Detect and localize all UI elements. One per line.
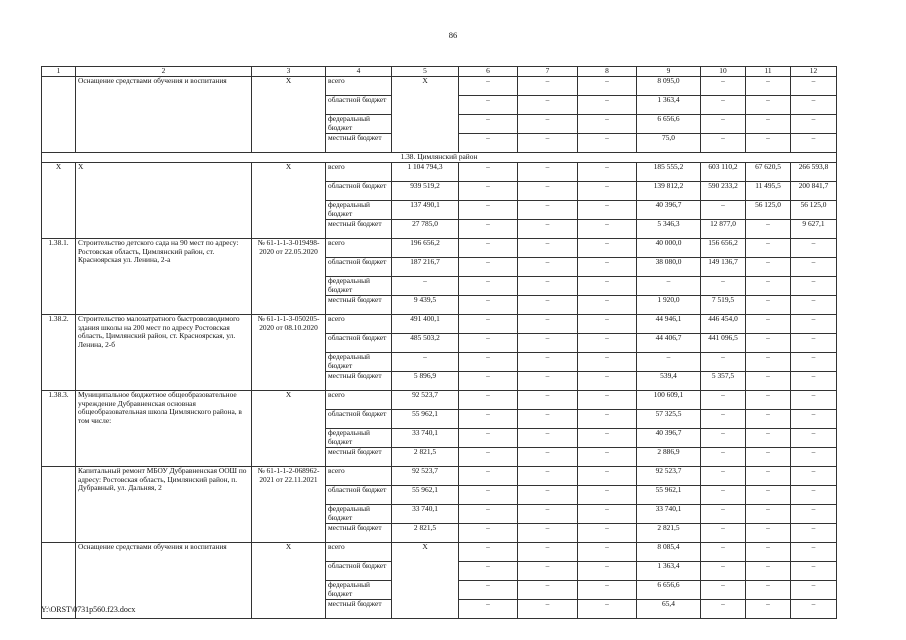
value-cell: 44 946,1 — [637, 315, 701, 334]
value-cell: – — [578, 562, 637, 581]
value-cell: 491 400,1 — [392, 315, 459, 334]
value-cell: – — [459, 448, 518, 467]
value-cell: – — [459, 334, 518, 353]
value-cell: – — [791, 600, 837, 619]
file-path-footer: Y:\ORST\0731p560.f23.docx — [41, 605, 136, 614]
value-cell: 196 656,2 — [392, 239, 459, 258]
value-cell: – — [746, 277, 791, 296]
value-cell: – — [701, 353, 746, 372]
value-cell: – — [518, 543, 578, 562]
value-cell: – — [701, 134, 746, 153]
value-cell: – — [518, 391, 578, 410]
value-cell: 441 096,5 — [701, 334, 746, 353]
funding-source: областной бюджет — [326, 486, 392, 505]
value-cell: 33 740,1 — [637, 505, 701, 524]
value-cell: – — [791, 77, 837, 96]
item-name: Оснащение средствами обучения и воспитания — [76, 77, 252, 153]
value-cell: – — [459, 486, 518, 505]
value-cell: – — [578, 334, 637, 353]
column-header: 8 — [578, 67, 637, 77]
value-cell: – — [459, 182, 518, 201]
value-cell: – — [701, 448, 746, 467]
value-cell: – — [791, 562, 837, 581]
funding-source: местный бюджет — [326, 600, 392, 619]
value-cell: 446 454,0 — [701, 315, 746, 334]
value-cell: 6 656,6 — [637, 115, 701, 134]
value-cell: 139 812,2 — [637, 182, 701, 201]
value-cell: – — [459, 220, 518, 239]
value-cell: – — [746, 448, 791, 467]
value-cell: 33 740,1 — [392, 429, 459, 448]
value-cell: 92 523,7 — [392, 467, 459, 486]
value-cell: – — [791, 134, 837, 153]
item-number — [42, 77, 76, 153]
value-cell: – — [578, 277, 637, 296]
item-document: № 61-1-1-2-068962-2021 от 22.11.2021 — [252, 467, 326, 543]
value-cell: – — [746, 562, 791, 581]
funding-source: областной бюджет — [326, 258, 392, 277]
value-cell: – — [392, 353, 459, 372]
value-cell: – — [746, 600, 791, 619]
value-cell: 2 886,9 — [637, 448, 701, 467]
funding-source: областной бюджет — [326, 410, 392, 429]
value-cell: 1 363,4 — [637, 96, 701, 115]
funding-source: федеральный бюджет — [326, 115, 392, 134]
value-cell: – — [578, 524, 637, 543]
value-cell: 56 125,0 — [791, 201, 837, 220]
item-name: Строительство малозатратного быстровозводимого здания школы на 200 мест по адресу Ростовская область, Цимлянский район, ст. Красноярская, ул. Ленина, 2-б — [76, 315, 252, 391]
value-cell: – — [578, 239, 637, 258]
funding-source: местный бюджет — [326, 372, 392, 391]
value-cell: – — [578, 505, 637, 524]
value-cell: – — [746, 353, 791, 372]
value-cell: 8 095,0 — [637, 77, 701, 96]
funding-source: федеральный бюджет — [326, 201, 392, 220]
value-cell: – — [518, 448, 578, 467]
value-cell: – — [578, 220, 637, 239]
value-cell: – — [637, 353, 701, 372]
value-cell: – — [746, 467, 791, 486]
value-cell: 7 519,5 — [701, 296, 746, 315]
value-cell: – — [518, 239, 578, 258]
value-cell: 1 920,0 — [637, 296, 701, 315]
value-cell: – — [746, 239, 791, 258]
column-header: 9 — [637, 67, 701, 77]
value-cell: – — [518, 467, 578, 486]
value-cell: – — [578, 296, 637, 315]
value-cell: – — [518, 258, 578, 277]
column-header: 7 — [518, 67, 578, 77]
value-cell: 11 495,5 — [746, 182, 791, 201]
value-cell: – — [459, 600, 518, 619]
value-cell: – — [518, 77, 578, 96]
value-cell: – — [578, 353, 637, 372]
value-cell: 44 406,7 — [637, 334, 701, 353]
table-row — [42, 543, 837, 562]
value-cell: – — [791, 505, 837, 524]
value-cell: – — [459, 505, 518, 524]
value-cell: – — [459, 96, 518, 115]
value-cell: – — [518, 600, 578, 619]
item-name: Оснащение средствами обучения и воспитания — [76, 543, 252, 619]
value-cell: – — [746, 77, 791, 96]
table-row — [42, 163, 837, 182]
value-cell: – — [578, 486, 637, 505]
value-cell: – — [578, 410, 637, 429]
funding-source: всего — [326, 163, 392, 182]
value-cell: 100 609,1 — [637, 391, 701, 410]
funding-source: федеральный бюджет — [326, 277, 392, 296]
value-cell: – — [701, 505, 746, 524]
value-cell: – — [791, 258, 837, 277]
value-cell: – — [746, 372, 791, 391]
value-cell: – — [746, 296, 791, 315]
value-cell: – — [701, 543, 746, 562]
item-number — [42, 467, 76, 543]
column-header: 5 — [392, 67, 459, 77]
value-cell: – — [459, 115, 518, 134]
value-cell: – — [578, 429, 637, 448]
value-cell: – — [578, 163, 637, 182]
item-document: Х — [252, 391, 326, 467]
value-cell: – — [518, 277, 578, 296]
funding-source: всего — [326, 391, 392, 410]
column-header: 3 — [252, 67, 326, 77]
value-cell: – — [746, 391, 791, 410]
value-cell: – — [791, 334, 837, 353]
value-cell: – — [791, 296, 837, 315]
value-cell: – — [701, 486, 746, 505]
value-cell: – — [578, 258, 637, 277]
value-cell: – — [578, 201, 637, 220]
item-number: 1.38.2. — [42, 315, 76, 391]
value-cell: 12 877,0 — [701, 220, 746, 239]
value-cell: – — [459, 201, 518, 220]
value-cell: – — [701, 562, 746, 581]
value-cell: – — [459, 277, 518, 296]
funding-source: местный бюджет — [326, 524, 392, 543]
table-row — [42, 315, 837, 334]
item-document: Х — [252, 543, 326, 619]
value-cell: – — [459, 353, 518, 372]
value-cell: 40 396,7 — [637, 201, 701, 220]
value-cell: – — [791, 410, 837, 429]
value-cell: – — [459, 410, 518, 429]
item-name: Капитальный ремонт МБОУ Дубравненская ООШ по адресу: Ростовская область, Цимлянский район, п. Дубравный, ул. Дальняя, 2 — [76, 467, 252, 543]
total-value: Х — [392, 543, 459, 619]
value-cell: – — [459, 163, 518, 182]
value-cell: – — [459, 391, 518, 410]
value-cell: 1 104 794,3 — [392, 163, 459, 182]
funding-source: местный бюджет — [326, 134, 392, 153]
value-cell: – — [459, 581, 518, 600]
value-cell: – — [459, 524, 518, 543]
funding-source: областной бюджет — [326, 182, 392, 201]
value-cell: – — [701, 429, 746, 448]
value-cell: 603 110,2 — [701, 163, 746, 182]
value-cell: – — [518, 429, 578, 448]
table-row — [42, 77, 837, 96]
value-cell: 40 396,7 — [637, 429, 701, 448]
funding-source: местный бюджет — [326, 220, 392, 239]
value-cell: 485 503,2 — [392, 334, 459, 353]
value-cell: – — [746, 134, 791, 153]
column-header: 2 — [76, 67, 252, 77]
funding-source: федеральный бюджет — [326, 429, 392, 448]
value-cell: – — [518, 220, 578, 239]
column-header: 10 — [701, 67, 746, 77]
item-document: Х — [252, 77, 326, 153]
value-cell: 55 962,1 — [392, 486, 459, 505]
value-cell: – — [578, 315, 637, 334]
value-cell: – — [578, 448, 637, 467]
value-cell: – — [518, 353, 578, 372]
value-cell: – — [701, 410, 746, 429]
item-number: 1.38.3. — [42, 391, 76, 467]
section-row — [42, 153, 837, 163]
value-cell: – — [518, 581, 578, 600]
header-row — [42, 67, 837, 77]
value-cell: – — [578, 543, 637, 562]
table-row — [42, 391, 837, 410]
item-name: Муниципальное бюджетное общеобразовательное учреждение Дубравненская основная общеобразовательная школа Цимлянского района, в том числе: — [76, 391, 252, 467]
value-cell: – — [746, 524, 791, 543]
value-cell: – — [459, 543, 518, 562]
item-name: Х — [76, 163, 252, 239]
value-cell: – — [518, 201, 578, 220]
value-cell: – — [392, 277, 459, 296]
value-cell: – — [701, 77, 746, 96]
value-cell: – — [791, 543, 837, 562]
value-cell: – — [746, 115, 791, 134]
value-cell: – — [578, 96, 637, 115]
value-cell: 27 785,0 — [392, 220, 459, 239]
value-cell: 539,4 — [637, 372, 701, 391]
value-cell: – — [518, 410, 578, 429]
page-number: 86 — [448, 30, 458, 40]
funding-source: областной бюджет — [326, 562, 392, 581]
table-row — [42, 467, 837, 486]
value-cell: – — [791, 372, 837, 391]
column-header: 6 — [459, 67, 518, 77]
value-cell: – — [746, 96, 791, 115]
value-cell: – — [746, 410, 791, 429]
value-cell: 266 593,8 — [791, 163, 837, 182]
value-cell: 5 357,5 — [701, 372, 746, 391]
item-number: 1.38.1. — [42, 239, 76, 315]
value-cell: 57 325,5 — [637, 410, 701, 429]
value-cell: – — [578, 115, 637, 134]
total-value: Х — [392, 77, 459, 153]
value-cell: 55 962,1 — [637, 486, 701, 505]
value-cell: – — [791, 524, 837, 543]
value-cell: – — [791, 115, 837, 134]
value-cell: – — [518, 134, 578, 153]
funding-source: местный бюджет — [326, 448, 392, 467]
value-cell: – — [459, 562, 518, 581]
value-cell: – — [459, 467, 518, 486]
value-cell: 6 656,6 — [637, 581, 701, 600]
value-cell: – — [746, 543, 791, 562]
value-cell: – — [459, 372, 518, 391]
value-cell: – — [746, 486, 791, 505]
item-number: Х — [42, 163, 76, 239]
value-cell: – — [701, 581, 746, 600]
value-cell: – — [518, 486, 578, 505]
value-cell: 55 962,1 — [392, 410, 459, 429]
funding-source: федеральный бюджет — [326, 353, 392, 372]
value-cell: – — [701, 277, 746, 296]
value-cell: – — [791, 277, 837, 296]
value-cell: 40 000,0 — [637, 239, 701, 258]
value-cell: – — [459, 296, 518, 315]
value-cell: 590 233,2 — [701, 182, 746, 201]
value-cell: – — [791, 391, 837, 410]
value-cell: 92 523,7 — [392, 391, 459, 410]
value-cell: – — [701, 467, 746, 486]
value-cell: – — [518, 182, 578, 201]
value-cell: – — [791, 581, 837, 600]
value-cell: – — [791, 96, 837, 115]
value-cell: 5 346,3 — [637, 220, 701, 239]
column-header: 4 — [326, 67, 392, 77]
value-cell: 149 136,7 — [701, 258, 746, 277]
value-cell: 5 896,9 — [392, 372, 459, 391]
value-cell: – — [578, 77, 637, 96]
funding-source: областной бюджет — [326, 334, 392, 353]
funding-source: местный бюджет — [326, 296, 392, 315]
value-cell: – — [746, 315, 791, 334]
value-cell: – — [459, 77, 518, 96]
value-cell: – — [701, 96, 746, 115]
value-cell: – — [518, 334, 578, 353]
value-cell: – — [459, 239, 518, 258]
value-cell: – — [518, 115, 578, 134]
funding-source: всего — [326, 543, 392, 562]
value-cell: – — [701, 524, 746, 543]
funding-source: всего — [326, 77, 392, 96]
item-document: № 61-1-1-3-050205-2020 от 08.10.2020 — [252, 315, 326, 391]
value-cell: – — [518, 163, 578, 182]
funding-source: всего — [326, 467, 392, 486]
value-cell: – — [578, 581, 637, 600]
value-cell: 75,0 — [637, 134, 701, 153]
value-cell: – — [637, 277, 701, 296]
column-header: 12 — [791, 67, 837, 77]
value-cell: – — [578, 134, 637, 153]
section-title: 1.38. Цимлянский район — [42, 153, 837, 163]
value-cell: – — [701, 600, 746, 619]
value-cell: 56 125,0 — [746, 201, 791, 220]
value-cell: – — [459, 429, 518, 448]
value-cell: – — [459, 258, 518, 277]
value-cell: 2 821,5 — [392, 524, 459, 543]
value-cell: 2 821,5 — [392, 448, 459, 467]
funding-source: областной бюджет — [326, 96, 392, 115]
value-cell: – — [791, 353, 837, 372]
funding-source: всего — [326, 315, 392, 334]
value-cell: – — [578, 391, 637, 410]
value-cell: – — [518, 296, 578, 315]
value-cell: – — [518, 372, 578, 391]
value-cell: 137 490,1 — [392, 201, 459, 220]
value-cell: – — [518, 96, 578, 115]
funding-source: всего — [326, 239, 392, 258]
value-cell: – — [518, 505, 578, 524]
value-cell: 9 627,1 — [791, 220, 837, 239]
column-header: 11 — [746, 67, 791, 77]
value-cell: – — [791, 315, 837, 334]
value-cell: – — [746, 505, 791, 524]
value-cell: – — [518, 524, 578, 543]
value-cell: – — [459, 134, 518, 153]
value-cell: – — [746, 258, 791, 277]
value-cell: – — [578, 182, 637, 201]
value-cell: – — [459, 315, 518, 334]
value-cell: 92 523,7 — [637, 467, 701, 486]
value-cell: – — [791, 486, 837, 505]
value-cell: 67 620,5 — [746, 163, 791, 182]
value-cell: 200 841,7 — [791, 182, 837, 201]
value-cell: 8 085,4 — [637, 543, 701, 562]
value-cell: – — [518, 562, 578, 581]
table-row — [42, 239, 837, 258]
value-cell: – — [518, 315, 578, 334]
value-cell: – — [701, 391, 746, 410]
value-cell: 187 216,7 — [392, 258, 459, 277]
value-cell: – — [746, 429, 791, 448]
funding-source: федеральный бюджет — [326, 581, 392, 600]
value-cell: 1 363,4 — [637, 562, 701, 581]
value-cell: – — [746, 581, 791, 600]
budget-table — [41, 66, 837, 619]
value-cell: 2 821,5 — [637, 524, 701, 543]
column-header: 1 — [42, 67, 76, 77]
value-cell: – — [578, 467, 637, 486]
value-cell: – — [791, 448, 837, 467]
value-cell: – — [746, 334, 791, 353]
value-cell: – — [791, 239, 837, 258]
value-cell: 65,4 — [637, 600, 701, 619]
value-cell: 185 555,2 — [637, 163, 701, 182]
item-name: Строительство детского сада на 90 мест по адресу: Ростовская область, Цимлянский район, ст. Красноярская ул. Ленина, 2-а — [76, 239, 252, 315]
value-cell: – — [791, 467, 837, 486]
value-cell: – — [701, 201, 746, 220]
value-cell: 9 439,5 — [392, 296, 459, 315]
value-cell: – — [578, 372, 637, 391]
value-cell: – — [578, 600, 637, 619]
value-cell: 38 080,0 — [637, 258, 701, 277]
funding-source: федеральный бюджет — [326, 505, 392, 524]
value-cell: 33 740,1 — [392, 505, 459, 524]
value-cell: – — [746, 220, 791, 239]
value-cell: – — [791, 429, 837, 448]
value-cell: – — [701, 115, 746, 134]
value-cell: 156 656,2 — [701, 239, 746, 258]
value-cell: 939 519,2 — [392, 182, 459, 201]
item-document: Х — [252, 163, 326, 239]
item-document: № 61-1-1-3-019498-2020 от 22.05.2020 — [252, 239, 326, 315]
